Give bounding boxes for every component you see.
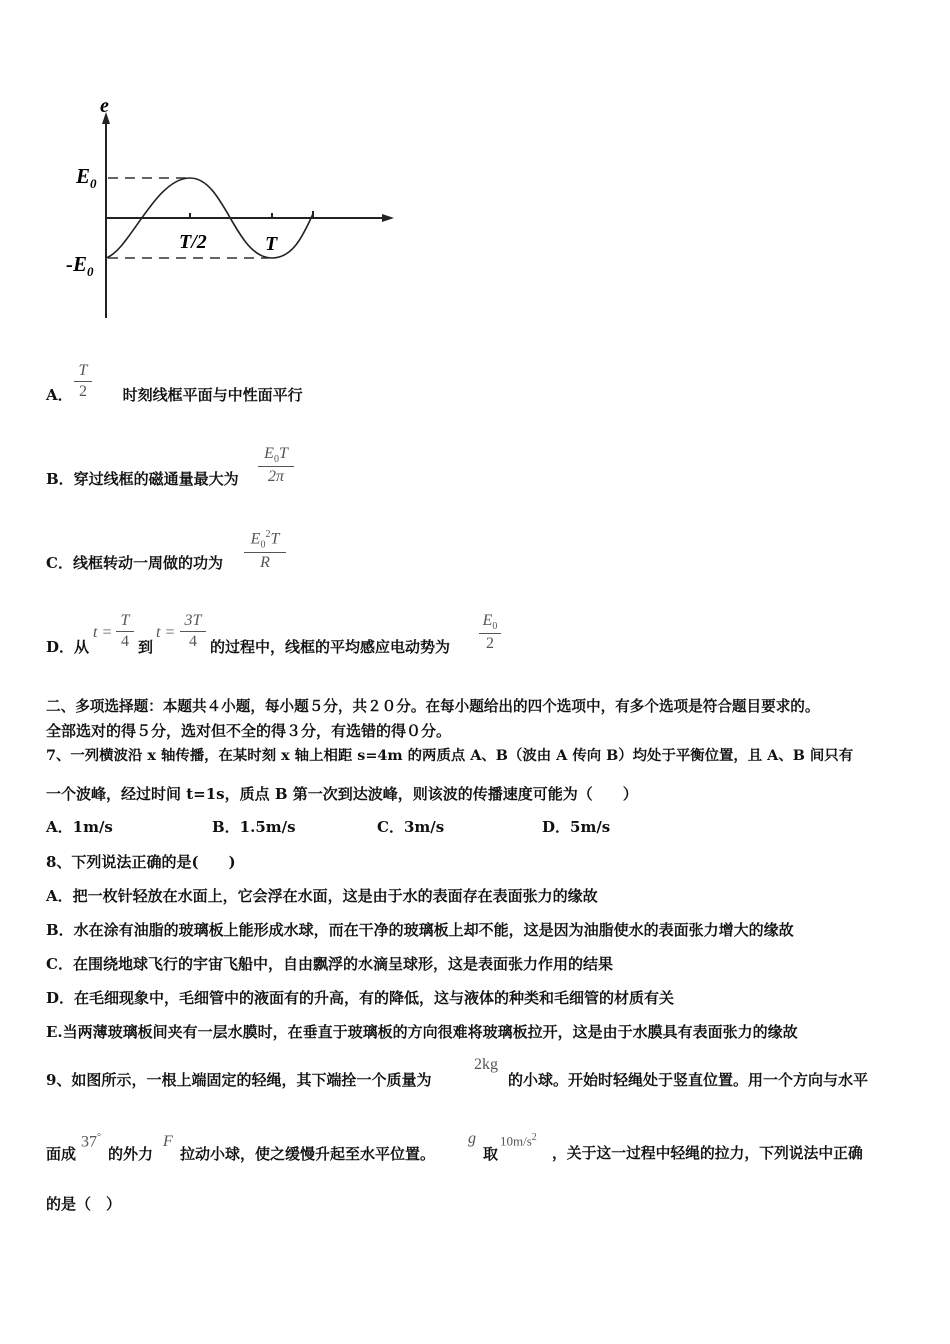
q7-option-c: C．3m/s: [377, 818, 445, 836]
half-period-label: T/2: [179, 231, 207, 253]
q6-option-d-t2-fraction: 3T 4: [180, 612, 206, 651]
q6-option-b: B．穿过线框的磁通量最大为: [46, 470, 239, 488]
q8-option-b: B．水在涂有油脂的玻璃板上能形成水球，而在干净的玻璃板上却不能，这是因为油脂使水的表面张力增大的缘故: [46, 921, 794, 939]
q9-g-value: $10m/s^2$: [500, 1132, 537, 1149]
q9-line1-b: 的小球。开始时轻绳处于竖直位置。用一个方向与水平: [508, 1071, 869, 1089]
q9-line2-b: 的外力: [108, 1145, 154, 1163]
q6-option-a-fraction: T 2: [74, 362, 92, 401]
q9-g: g: [468, 1130, 476, 1147]
section2-line1: 二、多项选择题：本题共４小题，每小题５分，共２０分。在每小题给出的四个选项中，有多个选项是符合题目要求的。: [46, 698, 820, 715]
q9-line2-a: 面成: [46, 1145, 77, 1163]
section2-line2: 全部选对的得５分，选对但不全的得３分，有选错的得０分。: [46, 722, 452, 740]
q6-option-b-fraction: $E_0T$ 2π: [258, 445, 294, 486]
x-axis-arrow: [382, 214, 394, 222]
period-label: T: [265, 233, 278, 255]
q7-stem-line2: 一个波峰，经过时间 t=1s，质点 B 第一次到达波峰，则该波的传播速度可能为（ ）: [46, 785, 638, 803]
q6-option-d-text: 的过程中，线框的平均感应电动势为: [210, 638, 451, 656]
q6-option-d-t2-lhs: t =: [156, 624, 176, 641]
q8-option-e: E.当两薄玻璃板间夹有一层水膜时，在垂直于玻璃板的方向很难将玻璃板拉开，这是由于水膜具有表面张力的缘故: [46, 1023, 798, 1041]
q7-option-d: D．5m/s: [542, 818, 611, 836]
y-axis-label: e: [100, 95, 109, 117]
q6-option-c: C．线框转动一周做的功为: [46, 554, 223, 572]
q9-mass: 2kg: [474, 1056, 498, 1073]
q6-option-d: D．从: [46, 638, 90, 656]
q9-line3: 的是（ ）: [46, 1195, 122, 1213]
q6-option-d-t1-lhs: t =: [93, 624, 113, 641]
q8-option-a: A．把一枚针轻放在水面上，它会浮在水面，这是由于水的表面存在表面张力的缘故: [46, 887, 598, 905]
q8-option-c: C．在围绕地球飞行的宇宙飞船中，自由飘浮的水滴呈球形，这是表面张力作用的结果: [46, 955, 613, 973]
q7-option-b: B．1.5m/s: [212, 818, 296, 836]
e0-label: $E_0$: [76, 164, 97, 191]
emf-time-graph: [60, 90, 410, 325]
q9-line2-d: 取: [483, 1145, 499, 1163]
q9-line2-e: ，关于这一过程中轻绳的拉力，下列说法中正确: [552, 1145, 863, 1162]
q9-line2-c: 拉动小球，使之缓慢升起至水平位置。: [180, 1145, 436, 1163]
q6-option-d-mid: 到: [138, 638, 154, 656]
q9-line1-a: 9、如图所示，一根上端固定的轻绳，其下端拴一个质量为: [46, 1071, 432, 1089]
q6-option-d-t1-fraction: T 4: [116, 612, 134, 651]
q7-option-a: A．1m/s: [46, 818, 113, 836]
q6-option-a: A． 时刻线框平面与中性面平行: [46, 386, 303, 404]
q6-option-d-avg-fraction: $E_0$ 2: [479, 612, 501, 653]
q8-stem: 8、下列说法正确的是( ): [46, 853, 236, 871]
q6-option-c-fraction: $E_0^2T$ R: [244, 529, 286, 572]
q8-option-d: D．在毛细现象中，毛细管中的液面有的升高，有的降低，这与液体的种类和毛细管的材质有关: [46, 989, 675, 1007]
q9-angle: 37°: [81, 1132, 101, 1151]
q9-force: F: [163, 1133, 173, 1150]
neg-e0-label: $-E_0$: [66, 252, 94, 279]
q7-stem-line1: 7、一列横波沿 x 轴传播，在某时刻 x 轴上相距 s=4m 的两质点 A、B（波由 A 传向 B）均处于平衡位置，且 A、B 间只有: [46, 747, 854, 764]
